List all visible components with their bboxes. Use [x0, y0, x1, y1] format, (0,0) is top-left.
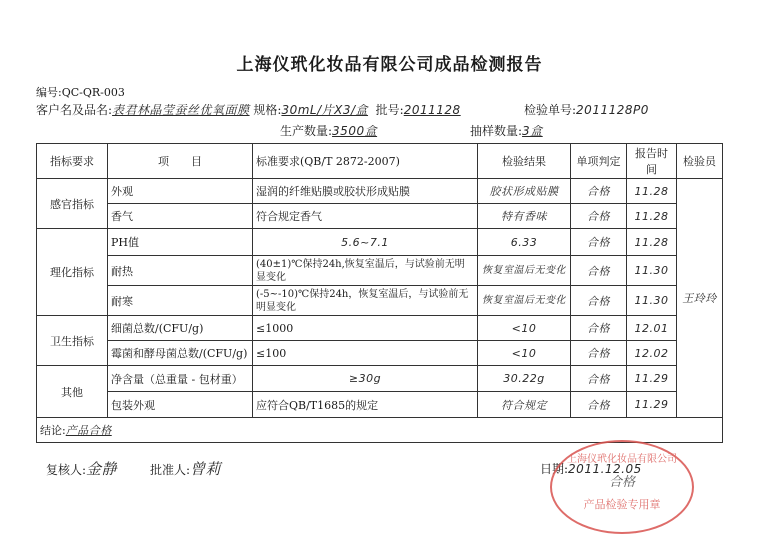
time-cell: 11.28 [627, 229, 677, 256]
table-row [37, 341, 723, 366]
table-row [37, 179, 723, 204]
date-label: 日期: [540, 462, 569, 476]
table-row [37, 286, 723, 316]
customer-line [36, 101, 461, 118]
inspector-cell: 王玲玲 [677, 179, 723, 418]
spec-label: 规格: [253, 103, 282, 117]
header-cell: 报告时间 [627, 144, 677, 179]
inspection-no-label: 检验单号: [524, 103, 577, 117]
result-cell: 符合规定 [478, 392, 571, 418]
group-other: 其他 [37, 366, 108, 418]
item-cell: 耐热 [108, 256, 253, 286]
sample-qty-value: 3盒 [522, 124, 543, 138]
reviewer-signature: 金静 [86, 460, 118, 478]
approver-label: 批准人: [150, 463, 191, 477]
item-cell: 外观 [108, 179, 253, 204]
result-cell: 恢复室温后无变化 [478, 256, 571, 286]
reviewer-label: 复核人: [46, 463, 87, 477]
header-cell: 标准要求(QB/T 2872-2007) [253, 144, 478, 179]
production-qty-line [280, 122, 377, 139]
conclusion-value: 产品合格 [65, 424, 112, 437]
time-cell: 12.01 [627, 316, 677, 341]
standard-cell: ≤100 [253, 341, 478, 366]
inspection-no-value: 2011128P0 [576, 103, 649, 117]
judge-cell: 合格 [571, 229, 627, 256]
group-sensory: 感官指标 [37, 179, 108, 229]
judge-cell: 合格 [571, 256, 627, 286]
result-cell: 特有香味 [478, 204, 571, 229]
inspection-table [36, 143, 723, 443]
standard-cell: ≥30g [253, 366, 478, 392]
table-row [37, 204, 723, 229]
table-row [37, 366, 723, 392]
document-code: 编号:QC-QR-003 [36, 86, 125, 99]
inspection-seal [550, 440, 694, 534]
item-cell: 香气 [108, 204, 253, 229]
judge-cell: 合格 [571, 341, 627, 366]
judge-cell: 合格 [571, 392, 627, 418]
time-cell: 11.30 [627, 256, 677, 286]
time-cell: 11.30 [627, 286, 677, 316]
group-hygiene: 卫生指标 [37, 316, 108, 366]
seal-purpose: 产品检验专用章 [583, 498, 661, 511]
customer-value: 表君林晶莹蚕丝优氧面膜 [112, 103, 250, 117]
item-cell: 霉菌和酵母菌总数/(CFU/g) [108, 341, 253, 366]
seal-company: 上海仪玳化妆品有限公司 [567, 454, 677, 465]
header-cell: 检验员 [677, 144, 723, 179]
result-cell: 30.22g [478, 366, 571, 392]
standard-cell: 应符合QB/T1685的规定 [253, 392, 478, 418]
header-cell: 单项判定 [571, 144, 627, 179]
standard-cell: ≤1000 [253, 316, 478, 341]
reviewer-line [46, 458, 117, 479]
conclusion-cell [37, 418, 723, 443]
judge-cell: 合格 [571, 366, 627, 392]
report-title: 上海仪玳化妆品有限公司成品检测报告 [236, 55, 543, 75]
judge-cell: 合格 [571, 204, 627, 229]
table-row [37, 316, 723, 341]
time-cell: 11.29 [627, 366, 677, 392]
approver-line [150, 458, 221, 479]
judge-cell: 合格 [571, 316, 627, 341]
standard-cell: 5.6~7.1 [253, 229, 478, 256]
date-value: 2011.12.05 [568, 462, 642, 476]
item-cell: 细菌总数/(CFU/g) [108, 316, 253, 341]
table-row [37, 256, 723, 286]
header-cell: 项 目 [108, 144, 253, 179]
production-qty-label: 生产数量: [280, 124, 333, 138]
result-cell: <10 [478, 316, 571, 341]
judge-cell: 合格 [571, 179, 627, 204]
result-cell: 恢复室温后无变化 [478, 286, 571, 316]
item-cell: 净含量（总重量 - 包材重） [108, 366, 253, 392]
result-cell: <10 [478, 341, 571, 366]
production-qty-value: 3500盒 [332, 124, 378, 138]
time-cell: 12.02 [627, 341, 677, 366]
result-cell: 胶状形成贴膜 [478, 179, 571, 204]
time-cell: 11.28 [627, 179, 677, 204]
approver-signature: 曾莉 [190, 460, 222, 478]
sample-qty-label: 抽样数量: [470, 124, 523, 138]
result-cell: 6.33 [478, 229, 571, 256]
item-cell: 耐寒 [108, 286, 253, 316]
customer-label: 客户名及品名: [36, 103, 113, 117]
header-cell: 检验结果 [478, 144, 571, 179]
conclusion-row [37, 418, 723, 443]
seal-mark: 合格 [608, 475, 635, 490]
standard-cell: (-5~-10)℃保持24h，恢复室温后，与试验前无明显变化 [253, 286, 478, 316]
inspection-no-line [524, 101, 649, 118]
spec-value: 30mL/片X3/盒 [281, 103, 369, 117]
item-cell: 包装外观 [108, 392, 253, 418]
standard-cell: (40±1)℃保持24h,恢复室温后，与试验前无明显变化 [253, 256, 478, 286]
standard-cell: 符合规定香气 [253, 204, 478, 229]
item-cell: PH值 [108, 229, 253, 256]
judge-cell: 合格 [571, 286, 627, 316]
batch-value: 2011128 [403, 103, 461, 117]
sample-qty-line [470, 122, 543, 139]
conclusion-label: 结论: [40, 424, 66, 437]
standard-cell: 湿润的纤维贴膜或胶状形成贴膜 [253, 179, 478, 204]
table-header-row [37, 144, 723, 179]
group-physchem: 理化指标 [37, 229, 108, 316]
header-cell: 指标要求 [37, 144, 108, 179]
table-row [37, 392, 723, 418]
time-cell: 11.28 [627, 204, 677, 229]
table-row [37, 229, 723, 256]
batch-label: 批号: [375, 103, 404, 117]
time-cell: 11.29 [627, 392, 677, 418]
